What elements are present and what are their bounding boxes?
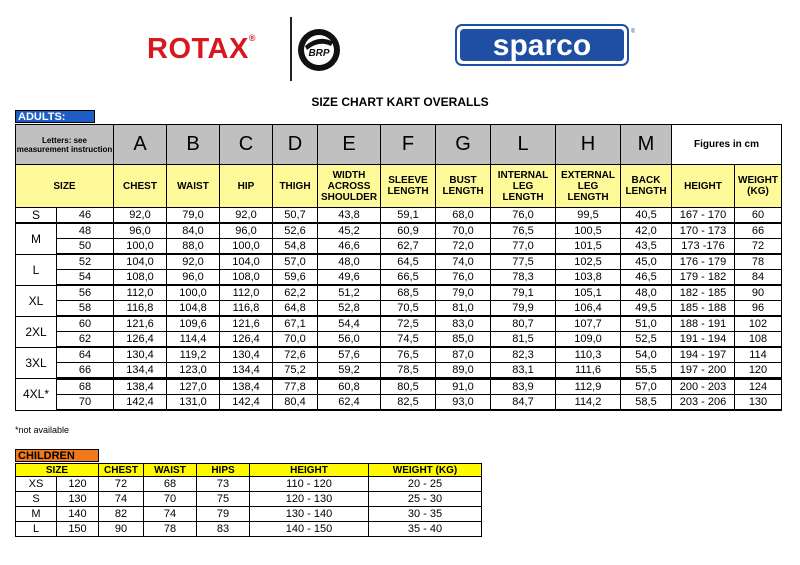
table-cell: 112,9 — [556, 379, 621, 395]
table-cell: 66,5 — [381, 270, 436, 286]
table-cell: 138,4 — [114, 379, 167, 395]
table-cell: 116,8 — [114, 301, 167, 317]
size-number: 52 — [57, 254, 114, 270]
table-cell: 108,0 — [220, 270, 273, 286]
table-cell: 82 — [99, 507, 144, 522]
table-cell: 203 - 206 — [672, 395, 735, 411]
table-cell: M — [16, 507, 57, 522]
table-cell: 114,4 — [167, 332, 220, 348]
table-cell: 185 - 188 — [672, 301, 735, 317]
table-cell: 130 — [735, 395, 782, 411]
column-header: HIPS — [197, 464, 250, 477]
table-cell: 62,7 — [381, 239, 436, 255]
table-cell: 194 - 197 — [672, 347, 735, 363]
table-cell: 112,0 — [114, 285, 167, 301]
table-cell: 104,8 — [167, 301, 220, 317]
column-header: EXTERNAL LEG LENGTH — [556, 165, 621, 208]
table-cell: 43,8 — [318, 208, 381, 224]
size-number: 58 — [57, 301, 114, 317]
table-cell: 74 — [144, 507, 197, 522]
letter-cell: L — [491, 125, 556, 165]
table-cell: 83,1 — [491, 363, 556, 379]
table-cell: 126,4 — [220, 332, 273, 348]
table-cell: 121,6 — [114, 316, 167, 332]
table-cell: 55,5 — [621, 363, 672, 379]
table-cell: S — [16, 492, 57, 507]
table-cell: 77,5 — [491, 254, 556, 270]
table-cell: 106,4 — [556, 301, 621, 317]
table-cell: 90 — [735, 285, 782, 301]
table-cell: 101,5 — [556, 239, 621, 255]
size-number: 64 — [57, 347, 114, 363]
table-row — [16, 239, 782, 255]
table-row — [16, 285, 782, 301]
table-cell: 70,0 — [436, 223, 491, 239]
table-cell: 54,0 — [621, 347, 672, 363]
column-header: SLEEVE LENGTH — [381, 165, 436, 208]
table-cell: 134,4 — [114, 363, 167, 379]
size-number: 70 — [57, 395, 114, 411]
table-cell: 76,5 — [381, 347, 436, 363]
letter-cell: A — [114, 125, 167, 165]
table-cell: 87,0 — [436, 347, 491, 363]
header-row — [16, 165, 782, 208]
table-cell: 110,3 — [556, 347, 621, 363]
table-cell: 81,0 — [436, 301, 491, 317]
size-code: 2XL — [16, 316, 57, 347]
table-cell: 51,0 — [621, 316, 672, 332]
table-row — [16, 522, 482, 537]
column-header: WAIST — [167, 165, 220, 208]
table-row — [16, 208, 782, 224]
column-header: BACK LENGTH — [621, 165, 672, 208]
adults-table-body — [16, 208, 782, 411]
table-cell: 85,0 — [436, 332, 491, 348]
table-cell: 64,5 — [381, 254, 436, 270]
table-row — [16, 316, 782, 332]
table-cell: 81,5 — [491, 332, 556, 348]
table-cell: 111,6 — [556, 363, 621, 379]
size-number: 54 — [57, 270, 114, 286]
table-cell: 45,2 — [318, 223, 381, 239]
table-cell: 83,0 — [436, 316, 491, 332]
table-cell: 76,5 — [491, 223, 556, 239]
column-header: HIP — [220, 165, 273, 208]
rotax-logo: ROTAX® — [147, 33, 256, 65]
table-cell: 134,4 — [220, 363, 273, 379]
table-cell: 104,0 — [220, 254, 273, 270]
column-header: HEIGHT — [250, 464, 369, 477]
letter-cell: F — [381, 125, 436, 165]
table-cell: 120 — [57, 477, 99, 492]
table-cell: 89,0 — [436, 363, 491, 379]
table-cell: 70,5 — [381, 301, 436, 317]
size-number: 62 — [57, 332, 114, 348]
table-cell: 123,0 — [167, 363, 220, 379]
table-cell: 130 - 140 — [250, 507, 369, 522]
size-code: XL — [16, 285, 57, 316]
logo-divider — [290, 17, 292, 81]
size-code: S — [16, 208, 57, 224]
sparco-logo — [455, 24, 635, 68]
table-cell: 88,0 — [167, 239, 220, 255]
table-cell: 114,2 — [556, 395, 621, 411]
column-header: INTERNAL LEG LENGTH — [491, 165, 556, 208]
table-cell: 72,0 — [436, 239, 491, 255]
size-number: 68 — [57, 379, 114, 395]
table-cell: 80,7 — [491, 316, 556, 332]
table-cell: 200 - 203 — [672, 379, 735, 395]
table-row — [16, 347, 782, 363]
table-cell: 90 — [99, 522, 144, 537]
table-cell: 70 — [144, 492, 197, 507]
table-cell: 191 - 194 — [672, 332, 735, 348]
table-cell: 62,2 — [273, 285, 318, 301]
table-cell: 80,5 — [381, 379, 436, 395]
column-header: HEIGHT — [672, 165, 735, 208]
table-row — [16, 223, 782, 239]
column-header: BUST LENGTH — [436, 165, 491, 208]
table-cell: 84 — [735, 270, 782, 286]
table-cell: 60,8 — [318, 379, 381, 395]
table-cell: 116,8 — [220, 301, 273, 317]
table-cell: 119,2 — [167, 347, 220, 363]
table-cell: 110 - 120 — [250, 477, 369, 492]
column-header: THIGH — [273, 165, 318, 208]
table-cell: 57,0 — [621, 379, 672, 395]
table-cell: 130,4 — [114, 347, 167, 363]
table-cell: 138,4 — [220, 379, 273, 395]
table-cell: 75,2 — [273, 363, 318, 379]
table-cell: 124 — [735, 379, 782, 395]
table-cell: 60,9 — [381, 223, 436, 239]
table-cell: 79,9 — [491, 301, 556, 317]
table-cell: 108,0 — [114, 270, 167, 286]
table-cell: 76,0 — [491, 208, 556, 224]
table-cell: 62,4 — [318, 395, 381, 411]
table-cell: 91,0 — [436, 379, 491, 395]
table-cell: 121,6 — [220, 316, 273, 332]
rotax-logo-text: ROTAX — [147, 33, 249, 65]
size-code: 4XL* — [16, 379, 57, 411]
table-cell: 79,1 — [491, 285, 556, 301]
table-cell: 74 — [99, 492, 144, 507]
table-cell: 57,0 — [273, 254, 318, 270]
table-row — [16, 379, 782, 395]
size-number: 48 — [57, 223, 114, 239]
table-row — [16, 332, 782, 348]
table-cell: 52,5 — [621, 332, 672, 348]
table-cell: 108 — [735, 332, 782, 348]
table-cell: 59,6 — [273, 270, 318, 286]
table-cell: 173 -176 — [672, 239, 735, 255]
table-cell: 140 — [57, 507, 99, 522]
table-cell: 73 — [197, 477, 250, 492]
table-cell: 59,1 — [381, 208, 436, 224]
table-cell: 96,0 — [167, 270, 220, 286]
table-cell: 99,5 — [556, 208, 621, 224]
table-cell: 45,0 — [621, 254, 672, 270]
table-cell: 170 - 173 — [672, 223, 735, 239]
table-row — [16, 270, 782, 286]
size-number: 60 — [57, 316, 114, 332]
table-cell: 79 — [197, 507, 250, 522]
table-row — [16, 363, 782, 379]
table-cell: 78 — [144, 522, 197, 537]
table-cell: 109,6 — [167, 316, 220, 332]
table-cell: 120 - 130 — [250, 492, 369, 507]
table-cell: 82,5 — [381, 395, 436, 411]
letter-cell: C — [220, 125, 273, 165]
size-number: 66 — [57, 363, 114, 379]
letter-cell: H — [556, 125, 621, 165]
figures-in-cm: Figures in cm — [672, 125, 782, 165]
children-header-row — [16, 464, 482, 477]
children-label: CHILDREN — [15, 449, 99, 462]
table-cell: 80,4 — [273, 395, 318, 411]
table-cell: 176 - 179 — [672, 254, 735, 270]
table-cell: 100,0 — [220, 239, 273, 255]
table-cell: 92,0 — [114, 208, 167, 224]
table-cell: XS — [16, 477, 57, 492]
letter-cell: B — [167, 125, 220, 165]
table-cell: 70,0 — [273, 332, 318, 348]
letter-cell: G — [436, 125, 491, 165]
table-cell: 140 - 150 — [250, 522, 369, 537]
table-cell: 42,0 — [621, 223, 672, 239]
instruction-cell: Letters: see measurement instruction — [16, 125, 114, 165]
table-cell: 50,7 — [273, 208, 318, 224]
table-cell: 20 - 25 — [369, 477, 482, 492]
table-cell: 78,3 — [491, 270, 556, 286]
table-row — [16, 301, 782, 317]
letters-row — [16, 125, 782, 165]
table-cell: 72 — [99, 477, 144, 492]
table-cell: 43,5 — [621, 239, 672, 255]
size-header: SIZE — [16, 165, 114, 208]
children-table-body — [16, 477, 482, 537]
table-cell: 75 — [197, 492, 250, 507]
table-cell: 68 — [144, 477, 197, 492]
table-cell: 112,0 — [220, 285, 273, 301]
table-cell: 100,5 — [556, 223, 621, 239]
table-cell: 107,7 — [556, 316, 621, 332]
table-cell: 51,2 — [318, 285, 381, 301]
table-cell: 102,5 — [556, 254, 621, 270]
table-cell: 52,8 — [318, 301, 381, 317]
table-cell: 83,9 — [491, 379, 556, 395]
table-cell: 76,0 — [436, 270, 491, 286]
table-cell: 102 — [735, 316, 782, 332]
table-cell: 182 - 185 — [672, 285, 735, 301]
table-cell: 54,8 — [273, 239, 318, 255]
table-cell: 82,3 — [491, 347, 556, 363]
table-cell: 79,0 — [167, 208, 220, 224]
column-header: WEIGHT (KG) — [735, 165, 782, 208]
table-cell: 56,0 — [318, 332, 381, 348]
table-cell: 84,7 — [491, 395, 556, 411]
table-cell: 66 — [735, 223, 782, 239]
table-cell: 96,0 — [114, 223, 167, 239]
page-title: SIZE CHART KART OVERALLS — [311, 95, 489, 109]
table-row — [16, 507, 482, 522]
table-cell: 30 - 35 — [369, 507, 482, 522]
table-cell: 109,0 — [556, 332, 621, 348]
size-number: 46 — [57, 208, 114, 224]
table-cell: 77,8 — [273, 379, 318, 395]
table-cell: 197 - 200 — [672, 363, 735, 379]
table-cell: L — [16, 522, 57, 537]
table-cell: 77,0 — [491, 239, 556, 255]
table-cell: 74,5 — [381, 332, 436, 348]
table-row — [16, 254, 782, 270]
sparco-logo-text: sparco — [492, 29, 592, 62]
table-cell: 167 - 170 — [672, 208, 735, 224]
table-cell: 142,4 — [114, 395, 167, 411]
brp-logo — [297, 28, 341, 72]
table-cell: 100,0 — [167, 285, 220, 301]
column-header: WIDTH ACROSS SHOULDER — [318, 165, 381, 208]
children-size-table — [15, 463, 482, 537]
table-cell: 59,2 — [318, 363, 381, 379]
table-cell: 179 - 182 — [672, 270, 735, 286]
letter-cell: E — [318, 125, 381, 165]
table-cell: 103,8 — [556, 270, 621, 286]
table-cell: 72,6 — [273, 347, 318, 363]
column-header: CHEST — [99, 464, 144, 477]
table-cell: 35 - 40 — [369, 522, 482, 537]
size-code: L — [16, 254, 57, 285]
column-header: SIZE — [16, 464, 99, 477]
table-cell: 46,6 — [318, 239, 381, 255]
table-row — [16, 492, 482, 507]
table-cell: 52,6 — [273, 223, 318, 239]
not-available-note: *not available — [15, 425, 70, 435]
size-code: 3XL — [16, 347, 57, 379]
table-cell: 92,0 — [167, 254, 220, 270]
table-cell: 48,0 — [621, 285, 672, 301]
table-cell: 68,0 — [436, 208, 491, 224]
table-cell: 68,5 — [381, 285, 436, 301]
table-row — [16, 477, 482, 492]
table-cell: 92,0 — [220, 208, 273, 224]
size-code: M — [16, 223, 57, 254]
table-cell: 83 — [197, 522, 250, 537]
adults-size-table — [15, 124, 782, 411]
table-cell: 126,4 — [114, 332, 167, 348]
table-cell: 78 — [735, 254, 782, 270]
table-cell: 74,0 — [436, 254, 491, 270]
adults-label: ADULTS: — [15, 110, 95, 123]
table-cell: 131,0 — [167, 395, 220, 411]
table-cell: 93,0 — [436, 395, 491, 411]
size-number: 56 — [57, 285, 114, 301]
table-cell: 96,0 — [220, 223, 273, 239]
size-number: 50 — [57, 239, 114, 255]
table-cell: 54,4 — [318, 316, 381, 332]
table-cell: 127,0 — [167, 379, 220, 395]
table-cell: 142,4 — [220, 395, 273, 411]
table-cell: 49,6 — [318, 270, 381, 286]
column-header: WAIST — [144, 464, 197, 477]
table-cell: 96 — [735, 301, 782, 317]
table-cell: 40,5 — [621, 208, 672, 224]
letter-cell: D — [273, 125, 318, 165]
table-cell: 67,1 — [273, 316, 318, 332]
svg-text:®: ® — [631, 29, 635, 35]
table-cell: 188 - 191 — [672, 316, 735, 332]
table-cell: 72 — [735, 239, 782, 255]
table-cell: 130,4 — [220, 347, 273, 363]
table-cell: 58,5 — [621, 395, 672, 411]
brp-logo-text: BRP — [308, 48, 330, 59]
table-row — [16, 395, 782, 411]
table-cell: 48,0 — [318, 254, 381, 270]
table-cell: 84,0 — [167, 223, 220, 239]
table-cell: 105,1 — [556, 285, 621, 301]
table-cell: 120 — [735, 363, 782, 379]
table-cell: 114 — [735, 347, 782, 363]
letter-cell: M — [621, 125, 672, 165]
table-cell: 104,0 — [114, 254, 167, 270]
table-cell: 64,8 — [273, 301, 318, 317]
table-cell: 46,5 — [621, 270, 672, 286]
table-cell: 57,6 — [318, 347, 381, 363]
table-cell: 100,0 — [114, 239, 167, 255]
table-cell: 78,5 — [381, 363, 436, 379]
table-cell: 130 — [57, 492, 99, 507]
column-header: WEIGHT (KG) — [369, 464, 482, 477]
table-cell: 25 - 30 — [369, 492, 482, 507]
table-cell: 60 — [735, 208, 782, 224]
table-cell: 150 — [57, 522, 99, 537]
column-header: CHEST — [114, 165, 167, 208]
table-cell: 72,5 — [381, 316, 436, 332]
table-cell: 79,0 — [436, 285, 491, 301]
table-cell: 49,5 — [621, 301, 672, 317]
